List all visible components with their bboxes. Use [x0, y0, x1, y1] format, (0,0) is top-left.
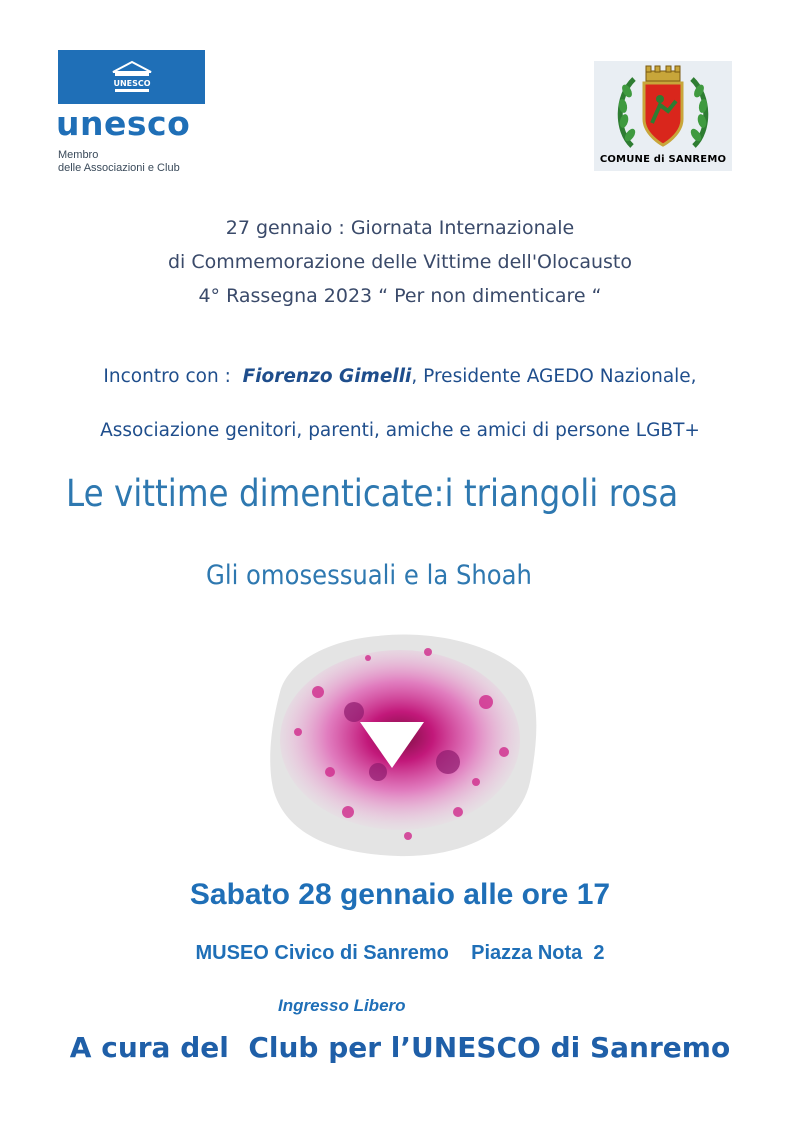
meeting-line	[0, 366, 800, 387]
event-title: Le vittime dimenticate:i triangoli rosa	[66, 472, 679, 515]
unesco-wordmark: unesco	[56, 104, 191, 143]
pink-triangle-icon	[258, 622, 542, 862]
svg-text:UNESCO: UNESCO	[112, 79, 151, 88]
unesco-caption	[58, 149, 180, 175]
event-subtitle: Gli omosessuali e la Shoah	[206, 560, 532, 591]
unesco-temple-icon	[111, 60, 153, 94]
intro-line-1: 27 gennaio : Giornata Internazionale	[225, 217, 575, 239]
unesco-logo-box	[58, 50, 205, 104]
organizer-line: A cura del Club per l’UNESCO di Sanremo	[69, 1031, 731, 1064]
association-line: Associazione genitori, parenti, amiche e amici di persone LGBT+	[100, 420, 700, 441]
event-venue: MUSEO Civico di Sanremo Piazza Nota 2	[195, 942, 605, 964]
unesco-caption-line2: delle Associazioni e Club	[58, 162, 180, 174]
intro-line-2: di Commemorazione delle Vittime dell'Olocausto	[167, 251, 632, 273]
sanremo-crest-icon	[594, 61, 732, 161]
intro-line-3: 4° Rassegna 2023 “ Per non dimenticare “	[198, 285, 602, 307]
entry-info: Ingresso Libero	[278, 996, 406, 1015]
speaker-role: , Presidente AGEDO Nazionale,	[411, 366, 697, 387]
unesco-caption-line1: Membro	[58, 149, 99, 161]
meeting-prefix: Incontro con :	[103, 366, 243, 387]
pink-triangle-artwork	[258, 622, 542, 862]
speaker-name: Fiorenzo Gimelli	[242, 366, 412, 387]
event-date: Sabato 28 gennaio alle ore 17	[189, 878, 611, 911]
comune-label: COMUNE di SANREMO	[599, 154, 727, 165]
